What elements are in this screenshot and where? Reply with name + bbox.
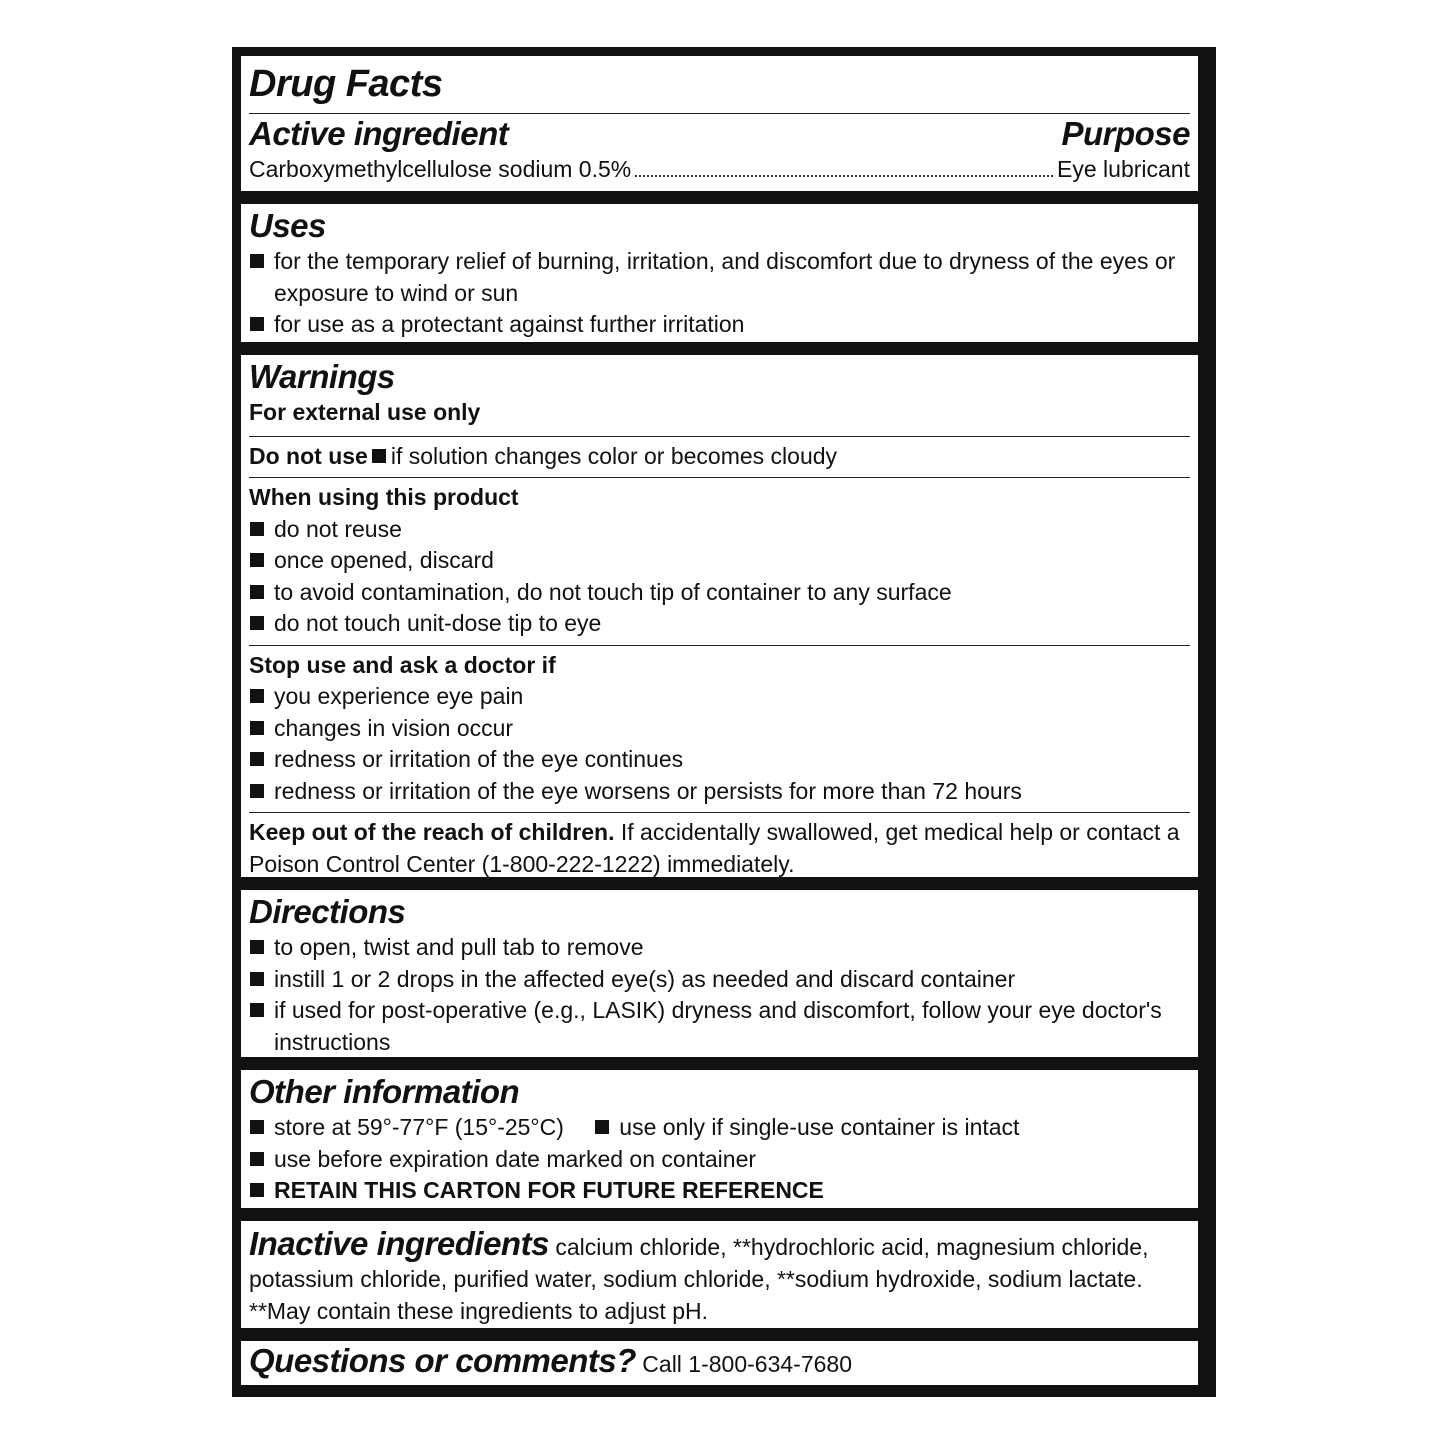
inactive-ingredients-section xyxy=(241,1221,1198,1328)
questions-line xyxy=(249,1341,1190,1381)
directions-section xyxy=(241,890,1198,1057)
questions-section xyxy=(241,1341,1198,1385)
retain-carton-item: RETAIN THIS CARTON FOR FUTURE REFERENCE xyxy=(249,1175,1190,1207)
other-information-section xyxy=(241,1070,1198,1208)
intact-item: use only if single-use container is intact xyxy=(594,1112,1019,1144)
ingredient-name: Carboxymethylcellulose sodium 0.5% xyxy=(249,156,632,182)
questions-phone: Call 1-800-634-7680 xyxy=(642,1351,852,1377)
when-using-item: once opened, discard xyxy=(249,545,1190,577)
keep-out-label: Keep out of the reach of children. xyxy=(249,819,615,845)
when-using-item: to avoid contamination, do not touch tip of container to any surface xyxy=(249,577,1190,609)
inactive-ingredients-text-block xyxy=(249,1224,1190,1327)
when-using-label: When using this product xyxy=(249,484,519,510)
stop-use-label: Stop use and ask a doctor if xyxy=(249,651,556,678)
uses-item: for the temporary relief of burning, irritation, and discomfort due to dryness of the eyes or exposure to wind or sun xyxy=(249,246,1190,309)
inactive-ingredients-heading: Inactive ingredients xyxy=(249,1225,549,1262)
warnings-heading: Warnings xyxy=(249,358,395,395)
storage-item: store at 59°-77°F (15°-25°C) xyxy=(249,1112,564,1144)
drug-facts-panel xyxy=(232,47,1216,1397)
bullet-icon xyxy=(372,449,386,463)
uses-heading: Uses xyxy=(249,207,326,244)
warnings-divider xyxy=(249,477,1190,478)
stop-use-item: changes in vision occur xyxy=(249,713,1190,745)
storage-line xyxy=(249,1112,1190,1144)
do-not-use-label: Do not use xyxy=(249,442,368,469)
purpose-heading: Purpose xyxy=(1061,115,1190,152)
active-ingredient-section xyxy=(241,56,1198,191)
uses-section xyxy=(241,204,1198,342)
when-using-item: do not reuse xyxy=(249,514,1190,546)
warnings-divider xyxy=(249,812,1190,813)
ingredient-purpose: Eye lubricant xyxy=(1057,156,1190,182)
external-use-note: For external use only xyxy=(249,399,481,425)
active-ingredient-row xyxy=(249,154,1190,186)
stop-use-item: you experience eye pain xyxy=(249,681,1190,713)
expiration-item: use before expiration date marked on container xyxy=(249,1144,1190,1176)
directions-item: instill 1 or 2 drops in the affected eye(s) as needed and discard container xyxy=(249,964,1190,996)
directions-item: to open, twist and pull tab to remove xyxy=(249,932,1190,964)
warnings-divider xyxy=(249,436,1190,437)
directions-item: if used for post-operative (e.g., LASIK) dryness and discomfort, follow your eye doctor's instructions xyxy=(249,995,1190,1057)
stop-use-item: redness or irritation of the eye continues xyxy=(249,744,1190,776)
keep-out-of-reach xyxy=(249,817,1190,877)
inactive-ingredients-list: calcium chloride, **hydrochloric acid, magnesium chloride, potassium chloride, purified water, sodium chloride, **sodium hydroxide, sodium lactate. **May contain these ingredients to adjust pH. xyxy=(249,1234,1149,1324)
questions-heading: Questions or comments? xyxy=(249,1342,636,1379)
warnings-divider xyxy=(249,645,1190,646)
do-not-use-text: if solution changes color or becomes cloudy xyxy=(390,442,838,469)
uses-item: for use as a protectant against further irritation xyxy=(249,309,1190,341)
do-not-use-line xyxy=(249,441,1190,473)
directions-heading: Directions xyxy=(249,893,406,930)
warnings-section xyxy=(241,355,1198,877)
keep-out-text: If accidentally swallowed, get medical help or contact a Poison Control Center (1-800-222-1222) immediately. xyxy=(249,819,1180,877)
dot-leader xyxy=(635,175,1053,177)
stop-use-item: redness or irritation of the eye worsens or persists for more than 72 hours xyxy=(249,776,1190,808)
drug-facts-title: Drug Facts xyxy=(249,63,443,105)
other-information-heading: Other information xyxy=(249,1073,520,1110)
active-ingredient-heading: Active ingredient xyxy=(249,115,509,152)
when-using-item: do not touch unit-dose tip to eye xyxy=(249,608,1190,640)
